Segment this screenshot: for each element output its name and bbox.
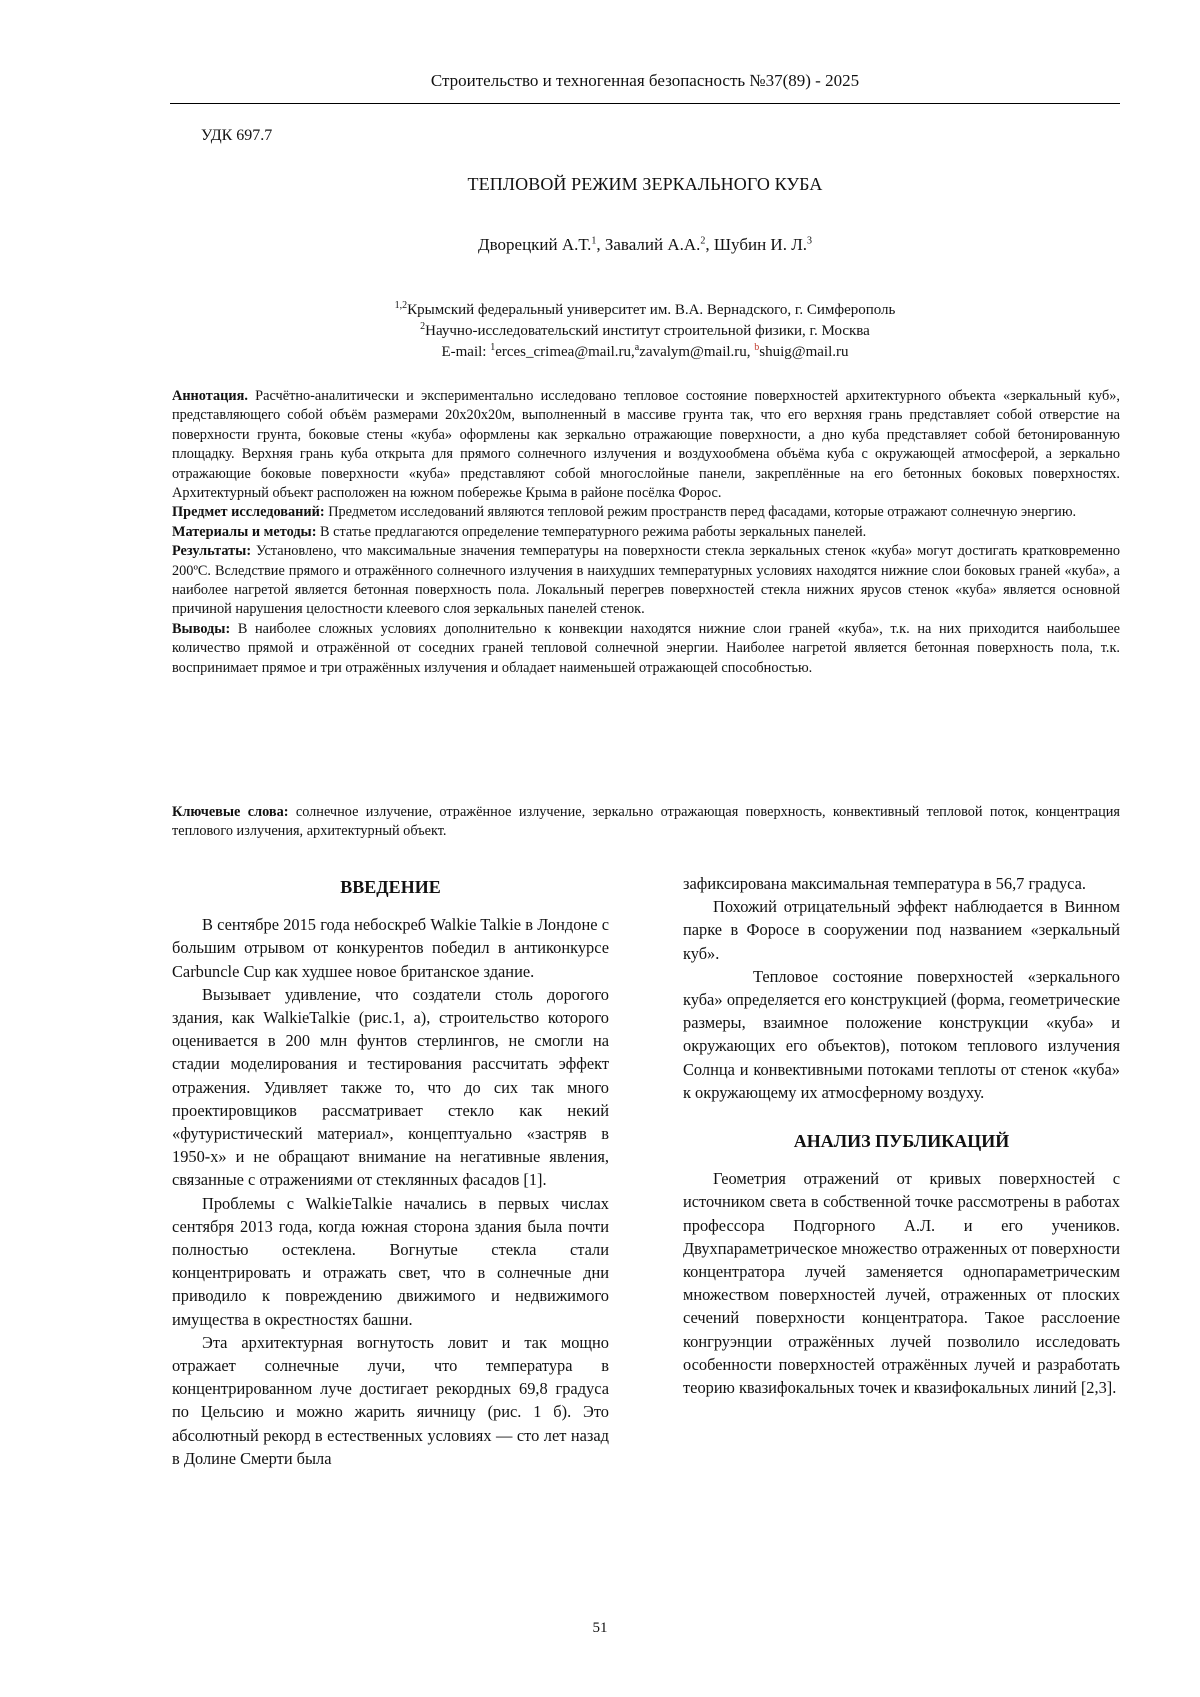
keywords-paragraph xyxy=(172,803,1120,842)
keywords-text: солнечное излучение, отражённое излучение, зеркально отражающая поверхность, конвективный тепловой поток, концентрация теплового излучения, архитектурный объект. xyxy=(172,804,1120,840)
left-column xyxy=(172,876,609,1470)
methods-label: Материалы и методы: xyxy=(172,523,317,540)
intro-paragraph: В сентябре 2015 года небоскреб Walkie Talkie в Лондоне с большим отрывом от конкурентов победил в антиконкурсе Carbuncle Cup как худшее новое британское здание. xyxy=(172,915,609,981)
analysis-heading: АНАЛИЗ ПУБЛИКАЦИЙ xyxy=(793,1131,1010,1152)
conclusions-label: Выводы: xyxy=(172,620,231,637)
email-link[interactable]: erces_crimea@mail.ru, xyxy=(495,344,635,360)
affiliation-line-1 xyxy=(170,300,1120,321)
analysis-paragraph: Геометрия отражений от кривых поверхностей с источником света в собственной точке рассмотрены в работах профессора Подгорного А.Л. и его учеников. Двухпараметрическое множество отраженных от поверхности концентратора лучей заменяется однопараметрическим множеством поверхностей лучей, отраженных от плоских сечений поверхности концентратора. Такое расслоение конгруэнции отражённых лучей позволило исследовать особенности поверхностей отражённых лучей и разработать теорию квазифокальных точек и квазифокальных линий [2,3]. xyxy=(683,1169,1120,1398)
author-list xyxy=(170,235,1120,255)
affiliation-line-2 xyxy=(170,321,1120,342)
results-label: Результаты: xyxy=(172,543,252,560)
page-number: 51 xyxy=(592,1620,608,1636)
annotation-paragraph xyxy=(172,387,1120,503)
email-label: E-mail: xyxy=(441,344,491,360)
affiliation-mark: 1,2 xyxy=(394,300,408,311)
abstract-block xyxy=(172,387,1120,678)
intro-heading: ВВЕДЕНИЕ xyxy=(340,877,441,897)
author-name: Завалий А.А. xyxy=(604,235,701,254)
paper-title: ТЕПЛОВОЙ РЕЖИМ ЗЕРКАЛЬНОГО КУБА xyxy=(467,174,823,194)
author-affiliation-mark: 1 xyxy=(591,235,597,247)
email-link[interactable]: shuig@mail.ru xyxy=(759,344,849,360)
keywords-label: Ключевые слова: xyxy=(172,804,289,820)
keywords-block xyxy=(172,803,1120,842)
affiliation-text: Научно-исследовательский институт строительной физики, г. Москва xyxy=(425,323,870,339)
methods-text: В статье предлагаются определение температурного режима работы зеркальных панелей. xyxy=(316,523,867,540)
affiliations xyxy=(170,300,1120,363)
author-affiliation-mark: 3 xyxy=(806,235,812,247)
email-line xyxy=(170,342,1120,363)
conclusions-paragraph xyxy=(172,620,1120,678)
conclusions-text: В наиболее сложных условиях дополнительно к конвекции находятся нижние слои граней «куба», т.к. на них приходится наибольшее количество прямой и отражённой от соседних граней тепловой солнечной энергии. Наиболее нагретой является бетонная поверхность пола, т.к. воспринимает прямое и три отражённых излучения и обладает наименьшей отражающей способностью. xyxy=(172,620,1120,676)
continuation-paragraph: зафиксирована максимальная температура в 56,7 градуса. xyxy=(683,874,1087,893)
right-column xyxy=(683,872,1120,1399)
intro-paragraph: Эта архитектурная вогнутость ловит и так мощно отражает солнечные лучи, что температура в концентрированном луче достигает рекордных 69,8 градуса по Цельсию и можно жарить яичницу (рис. 1 б). Это абсолютный рекорд в естественных условиях — сто лет назад в Долине Смерти была xyxy=(172,1332,609,1468)
email-link[interactable]: zavalym@mail.ru, xyxy=(639,344,751,360)
subject-label: Предмет исследований: xyxy=(172,504,325,521)
subject-text: Предметом исследований являются тепловой режим пространств перед фасадами, которые отражают солнечную энергию. xyxy=(324,504,1077,521)
email-mark: 1 xyxy=(490,342,496,353)
running-head: Строительство и техногенная безопасность №37(89) - 2025 xyxy=(170,70,1120,104)
email-mark: a xyxy=(634,342,640,353)
author-separator: , xyxy=(596,235,605,254)
results-text: Установлено, что максимальные значения температуры на поверхности стекла зеркальных стенок «куба» могут достигать кратковременно 200ºС. Вследствие прямого и отражённого солнечного излучения в наихудших температурных условиях находятся нижние слои боковых граней «куба», а наиболее нагретой является бетонная поверхность пола. Локальный перегрев поверхностей стекла нижних ярусов стенок «куба» является основной причиной нарушения целостности клеевого слоя зеркальных панелей стенок. xyxy=(172,543,1120,618)
author-name: Дворецкий А.Т. xyxy=(478,235,592,254)
affiliation-text: Крымский федеральный университет им. В.А. Вернадского, г. Симферополь xyxy=(407,302,896,318)
annotation-label: Аннотация. xyxy=(172,388,248,404)
author-separator: , xyxy=(705,235,714,254)
intro-paragraph: Тепловое состояние поверхностей «зеркального куба» определяется его конструкцией (форма, геометрические размеры, взаимное положение конструкции «куба» и окружающих его объектов), потоком теплового излучения Солнца и конвективными потоками теплоты от стенок «куба» к окружающему их атмосферному воздуху. xyxy=(683,966,1120,1102)
methods-paragraph xyxy=(172,523,1120,542)
author-affiliation-mark: 2 xyxy=(700,235,706,247)
udk-code: УДК 697.7 xyxy=(201,127,273,144)
affiliation-mark: 2 xyxy=(420,321,426,332)
subject-paragraph xyxy=(172,503,1120,522)
intro-paragraph: Проблемы с WalkieTalkie начались в первых числах сентября 2013 года, когда южная сторона здания была почти полностью остеклена. Вогнутые стекла стали концентрировать и отражать свет, что в солнечные дни приводило к повреждению движимого и недвижимого имущества в окрестностях башни. xyxy=(172,1193,609,1329)
results-paragraph xyxy=(172,542,1120,620)
annotation-text: Расчётно-аналитически и экспериментально исследовано тепловое состояние поверхностей архитектурного объекта «зеркальный куб», представляющего собой объём размерами 20х20х20м, выполненный в массиве грунта так, что его верхняя грань представляет собой отверстие на поверхности грунта, боковые стены «куба» оформлены как зеркально отражающие поверхности, а дно куба представляет собой бетонированную площадку. Верхняя грань куба открыта для прямого солнечного излучения и воздухообмена объёма куба с окружающей атмосферой, а зеркально отражающие боковые поверхности «куба» представляют собой многослойные панели, закреплённые на его бетонных боковых поверхностях. Архитектурный объект расположен на южном побережье Крыма в районе посёлка Форос. xyxy=(172,388,1120,502)
email-mark: b xyxy=(754,342,760,353)
intro-paragraph: Вызывает удивление, что создатели столь дорогого здания, как WalkieTalkie (рис.1, а), строительство которого оценивается в 200 млн фунтов стерлингов, не смогли на стадии моделирования и тестирования рассчитать эффект отражения. Удивляет также то, что до сих так много проектировщиков рассматривает стекло как некий «футуристический материал», концептуально «застряв в 1950-х» и не обращают внимание на негативные явления, связанные с отражениями от стеклянных фасадов [1]. xyxy=(172,984,609,1190)
intro-paragraph: Похожий отрицательный эффект наблюдается в Винном парке в Форосе в сооружении под названием «зеркальный куб». xyxy=(683,897,1120,963)
author-name: Шубин И. Л. xyxy=(713,235,807,254)
